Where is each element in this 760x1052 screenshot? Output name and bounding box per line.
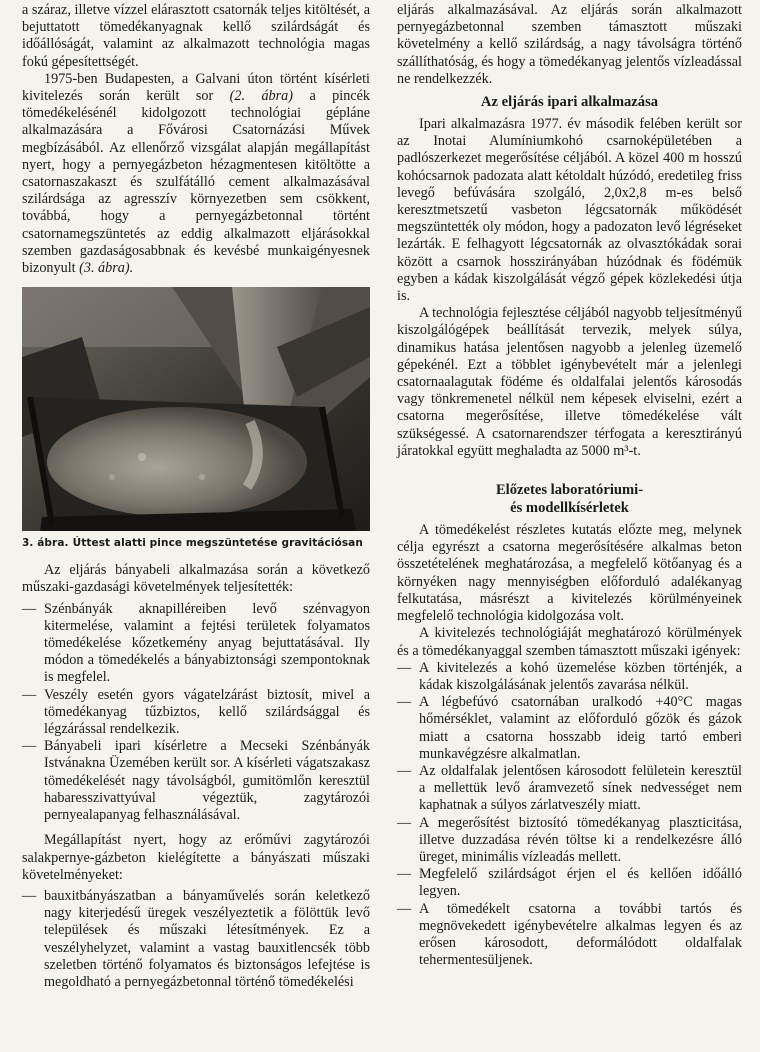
right-column (397, 2, 742, 969)
industrial-paragraph-1: Ipari alkalmazásra 1977. év második felében került sor az Inotai Alumíniumkohó csarnoképületében a padlószerkezet megerősítése céljából. A közel 400 m hosszú kohócsarnok padozata alatt kétoldalt húzódó, eredetileg friss levegő befúvására szolgáló, 2,0x2,8 m-es belső keresztmetszetű vasbeton légcsatornák működését megszüntették oly módon, hogy a padozaton levő légréseket lezárták. E felhagyott légcsatornák az olvasztókádak sorai között a csarnok hosszirányában húzódnak és födémük egyben a kádak kiszolgálását végző gépek közlekedési útja is. (397, 116, 742, 305)
list-item (22, 601, 370, 687)
list-item (22, 687, 370, 739)
dash-marker: — (397, 694, 412, 711)
dash-marker: — (22, 738, 37, 755)
list-item (397, 660, 742, 694)
list-item-text: Megfelelő szilárdságot érjen el és kellően időálló legyen. (419, 866, 742, 900)
dash-marker: — (22, 887, 37, 904)
intro-paragraph: a száraz, illetve vízzel elárasztott csatornák teljes kitöltését, a bejuttatott tömedékanyagnak kellő szilárdságát és időállóságát, valamint az alkalmazott technológia magas fokú gépesítettségét. (22, 2, 370, 70)
list-item-text: Szénbányák aknapilléreiben levő szénvagyon kitermelése, valamint a fejtési területek folyamatos tömedékelése kőzetkemény anyag bejuttatásával. Ily módon a tömedékelés a bányabiztonsági szempontoknak is megfelel. (44, 600, 370, 686)
budapest-text-b: a pincék tömedékelésénél kidolgozott technológiai gépláne alkalmazására a Fővárosi Csatornázási Művek megbízásából. Az ellenőrző vizsgálat alapján megállapítást nyert, hogy a pernyegázbeton hézagmentesen kitöltötte a csatornaszakaszt és szulfátálló cement alkalmazásával szilárdsága az agresszív környezetben sem csökkent, továbbá, hogy a pernyegázbetonnal történt csatornamegszüntetés az eddig alkalmazott eljárásokkal szemben gazdaságosabbnak és kevésbé munkaigényesnek bizonyult (22, 88, 371, 277)
heading-line-1: Előzetes laboratóriumi- (495, 482, 644, 499)
list-item-text: A megerősítést biztosító tömedékanyag plaszticitása, illetve duzzadása révén töltse ki a rendelkezésre álló üreget, minimális vízleadás mellett. (419, 814, 742, 865)
budapest-paragraph (22, 71, 370, 277)
heading-line-2: és modellkísérletek (510, 500, 629, 517)
left-column (22, 2, 370, 991)
figure-caption (22, 537, 370, 550)
list-item-text: A tömedékelt csatorna a további tartós és megnövekedett igénybevételre alkalmas legyen és az erősen károsodott, deformálódott oldalfalak tehermentesüljenek. (419, 900, 742, 969)
caption-number: 3. ábra. (22, 537, 69, 550)
list-item-text: Veszély esetén gyors vágatelzárást biztosít, mivel a tömedékanyag tűzbiztos, kellő szilárdsággal és légzárással rendelkezik. (44, 686, 370, 738)
list-item (397, 901, 742, 970)
figure-3-photo (22, 287, 370, 531)
lab-paragraph-2: A kivitelezés technológiáját meghatározó körülmények és a tömedékanyaggal szemben támasztott műszaki igények: (397, 625, 742, 659)
list-item (397, 694, 742, 763)
caption-text: Úttest alatti pince megszüntetése gravitációsan (72, 537, 363, 550)
industrial-paragraph-2: A technológia fejlesztése céljából nagyobb teljesítményű kiszolgálógépek beállítását tervezik, melyek súlya, dinamikus hatása jelentősen nagyobb a jelenleg üzemelő gépekénél. Ezt a többlet igénybevételt már a jelenlegi csatornaalagutak födéme és oldalfalai jelentős károsodás vagy tönkremenetel nélkül nem képesek elviselni, ezért a csatorna megerősítése, illetve tömedékelése vált szükségessé. A csatornarendszer térfogata a keresztirányú járatokkal együtt meghaladta az 5000 m³-t. (397, 305, 742, 459)
power-list (22, 888, 370, 991)
dash-marker: — (397, 866, 412, 883)
list-item (397, 763, 742, 815)
list-item-text: bauxitbányászatban a bányaművelés során keletkező nagy kiterjedésű üregek veszélyeztetik a fölöttük levő települések és műszaki létesítmények. Ez a veszélyhelyzet, valamint a vastag bauxitlencsék több szeletben történő folyamatos és biztonságos lefejtése is megoldható a pernyegázbetonnal történő tömedékelési (44, 887, 370, 990)
list-item (397, 866, 742, 900)
list-item-text: Bányabeli ipari kísérletre a Mecseki Szénbányák Istvánakna Üzemében került sor. A kísérleti vágatszakasz tömedékelését nagy távolságból, gumitömlőn keresztül habaresszivattyúval végeztük, zagytározói pernyealapanyag felhasználásával. (44, 738, 370, 824)
mining-intro: Az eljárás bányabeli alkalmazása során a következő műszaki-gazdasági követelmények teljesítették: (22, 562, 370, 596)
section-heading-industrial: Az eljárás ipari alkalmazása (480, 94, 659, 111)
dash-marker: — (397, 762, 412, 779)
lab-paragraph-1: A tömedékelést részletes kutatás előzte meg, melynek célja egyrészt a csatorna megerősítésére alkalmas beton összetételének meghatározása, a megfelelő kötőanyag és a környéken nagy mennyiségben előforduló adalékanyag felkutatása, másrészt a kivitelezés körülményeinek megfelelő technológia kidolgozása volt. (397, 522, 742, 625)
continuation-paragraph: eljárás alkalmazásával. Az eljárás során alkalmazott pernyegázbetonnal szemben támasztott műszaki követelmény a kellő szilárdság, a nagy távolságra történő szállíthatóság, és hogy a tömedékanyag jelentős vízleadással ne rendelkezzék. (397, 2, 742, 87)
dash-marker: — (397, 814, 412, 831)
dash-marker: — (22, 600, 37, 617)
dash-marker: — (397, 659, 412, 676)
list-item (397, 815, 742, 867)
mining-list (22, 601, 370, 825)
list-item-text: A légbefúvó csatornában uralkodó +40°C magas hőmérséklet, valamint az előforduló gőzök és gázok miatt a csatorna hosszabb ideig tartó emberi munkavégzésre alkalmatlan. (419, 694, 742, 762)
list-item (22, 738, 370, 824)
dash-marker: — (397, 900, 412, 917)
list-item-text: Az oldalfalak jelentősen károsodott felületein keresztül a mellettük levő áramvezető sínek nedvességet nem kaphatnak a súlyos zárlatveszély miatt. (419, 762, 742, 814)
section-heading-lab (397, 481, 742, 517)
figure-ref-3: (3. ábra). (79, 260, 134, 277)
requirements-list (397, 660, 742, 970)
budapest-text-a: 1975-ben Budapesten, a Galvani úton történt kísérleti kivitelezés során került sor (22, 70, 370, 105)
list-item-text: A kivitelezés a kohó üzemelése közben történjék, a kádak kiszolgálásának jelentős zavarása nélkül. (419, 659, 742, 693)
dash-marker: — (22, 686, 37, 703)
list-item (22, 888, 370, 991)
figure-ref-2: (2. ábra) (229, 88, 293, 105)
power-intro: Megállapítást nyert, hogy az erőművi zagytározói salakpernye-gázbeton kielégítette a bányászati műszaki követelményeket: (22, 832, 370, 883)
